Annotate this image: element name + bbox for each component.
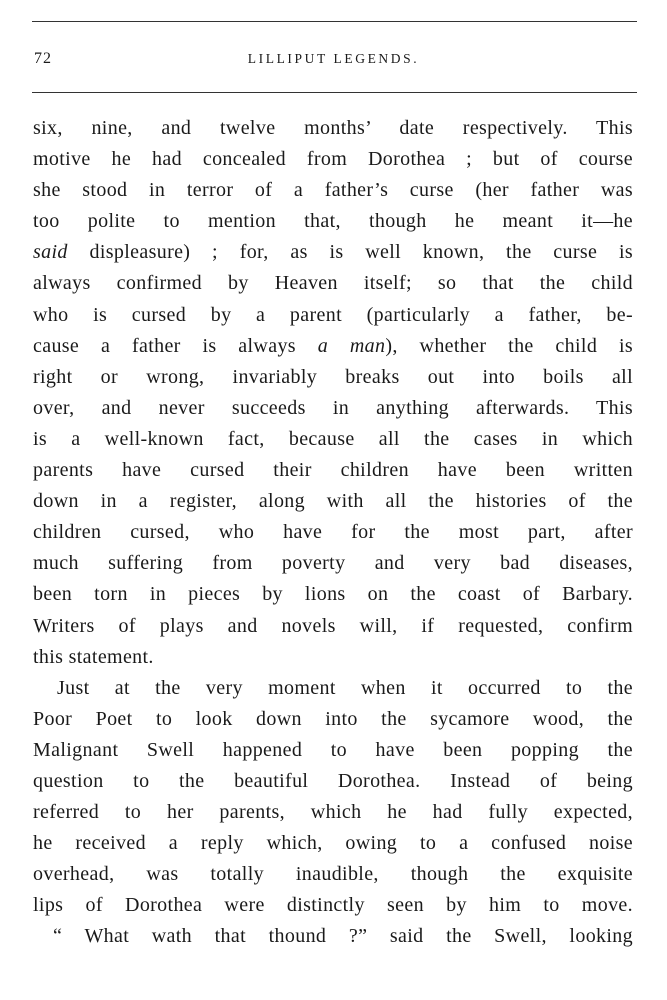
text-line: down in a register, along with all the histories of the [33, 490, 633, 513]
text-line: much suffering from poverty and very bad diseases, [33, 552, 633, 575]
text-line: who is cursed by a parent (particularly a father, be- [33, 303, 633, 326]
text-line: too polite to mention that, though he meant it—he [33, 210, 633, 233]
running-head [0, 50, 667, 72]
italic-text: said [33, 241, 68, 264]
text-line: always confirmed by Heaven itself; so that the child [33, 272, 633, 295]
text-line: Writers of plays and novels will, if requested, confirm [33, 614, 633, 637]
text-run: displeasure) ; for, as is well known, the curse is [67, 241, 633, 264]
text-line [33, 237, 633, 268]
text-line: question to the beautiful Dorothea. Instead of being [33, 769, 633, 792]
text-line: referred to her parents, which he had fully expected, [33, 801, 633, 824]
text-line: lips of Dorothea were distinctly seen by him to move. [33, 894, 633, 917]
text-line [33, 331, 633, 362]
text-line: she stood in terror of a father’s curse (her father was [33, 179, 633, 202]
text-line: motive he had concealed from Dorothea ; but of course [33, 148, 633, 171]
header-bottom-rule [32, 92, 637, 93]
text-line: this statement. [33, 645, 154, 668]
text-line: overhead, was totally inaudible, though the exquisite [33, 863, 633, 886]
text-line: Just at the very moment when it occurred to the [57, 676, 633, 699]
text-line: “ What wath that thound ?” said the Swell, looking [53, 925, 633, 948]
text-line: parents have cursed their children have been written [33, 459, 633, 482]
running-title: LILLIPUT LEGENDS. [247, 51, 420, 66]
text-line: is a well-known fact, because all the cases in which [33, 427, 633, 450]
italic-text: a man [317, 334, 386, 357]
text-line: he received a reply which, owing to a confused noise [33, 832, 633, 855]
text-line: over, and never succeeds in anything afterwards. This [33, 396, 633, 419]
text-line: been torn in pieces by lions on the coast of Barbary. [33, 583, 633, 606]
text-run: cause a father is always [33, 334, 318, 357]
text-line: six, nine, and twelve months’ date respectively. This [33, 117, 633, 139]
header-top-rule [32, 21, 637, 22]
text-run: ), whether the child is [385, 334, 633, 357]
text-line: right or wrong, invariably breaks out into boils all [33, 365, 633, 388]
page-number: 72 [34, 50, 52, 67]
text-line: children cursed, who have for the most part, after [33, 521, 633, 544]
text-line: Poor Poet to look down into the sycamore wood, the [33, 707, 633, 730]
body-text [33, 113, 633, 953]
text-line: Malignant Swell happened to have been popping the [33, 738, 633, 761]
